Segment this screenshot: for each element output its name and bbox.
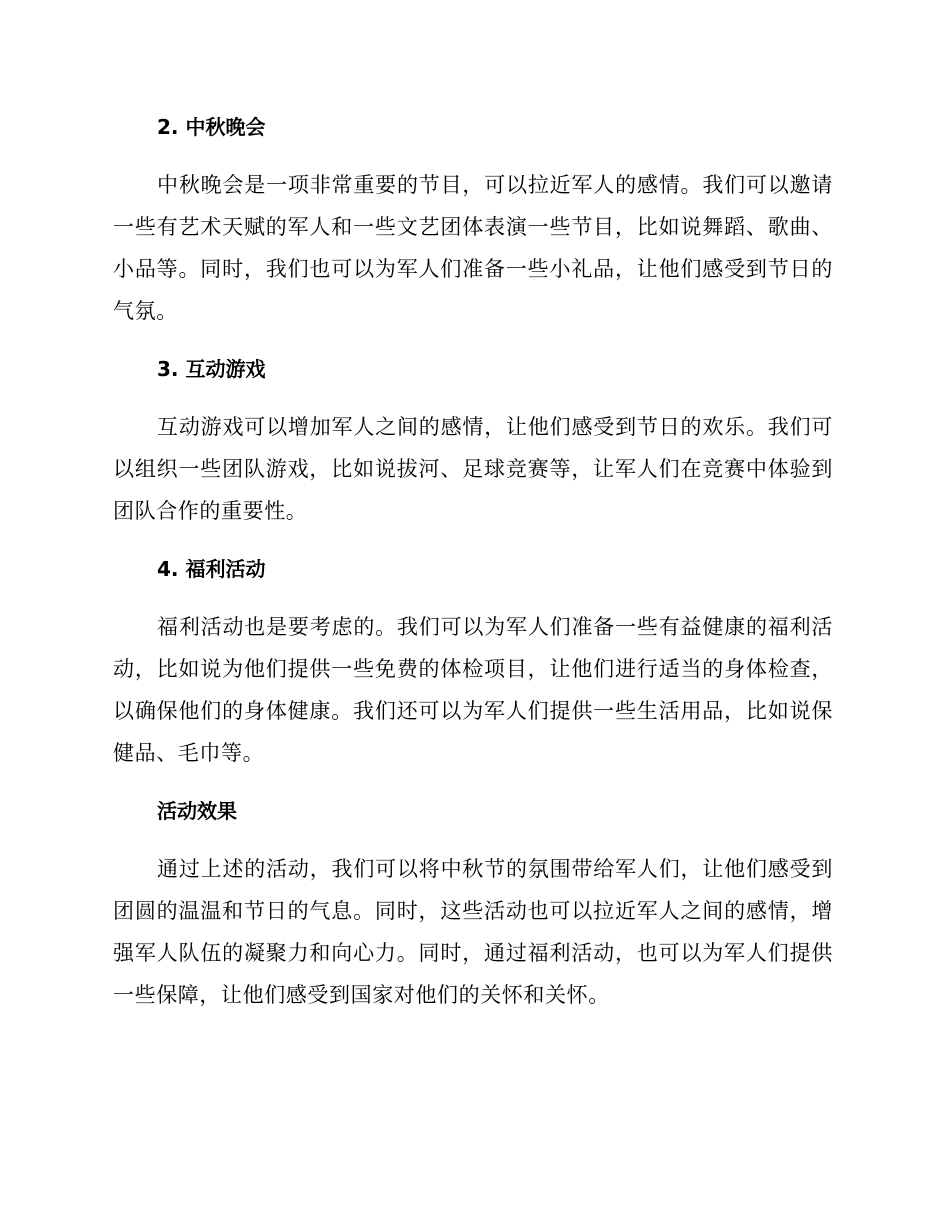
section-heading-activity-effects: 活动效果	[157, 799, 237, 823]
document-body	[113, 106, 833, 1032]
section-heading-mid-autumn-gala: 2. 中秋晚会	[157, 115, 266, 139]
section-paragraph-mid-autumn-gala: 中秋晚会是一项非常重要的节目，可以拉近军人的感情。我们可以邀请一些有艺术天赋的军人和一些文艺团体表演一些节目，比如说舞蹈、歌曲、小品等。同时，我们也可以为军人们准备一些小礼品，让他们感受到节日的气氛。	[113, 173, 833, 323]
section-heading-welfare-activities: 4. 福利活动	[157, 557, 266, 581]
section-paragraph-activity-effects: 通过上述的活动，我们可以将中秋节的氛围带给军人们，让他们感受到团圆的温温和节日的气息。同时，这些活动也可以拉近军人之间的感情，增强军人队伍的凝聚力和向心力。同时，通过福利活动，也可以为军人们提供一些保障，让他们感受到国家对他们的关怀和关怀。	[113, 857, 833, 1007]
section-paragraph-welfare-activities: 福利活动也是要考虑的。我们可以为军人们准备一些有益健康的福利活动，比如说为他们提供一些免费的体检项目，让他们进行适当的身体检查，以确保他们的身体健康。我们还可以为军人们提供一些生活用品，比如说保健品、毛巾等。	[113, 615, 833, 765]
section-heading-interactive-games: 3. 互动游戏	[157, 357, 266, 381]
section-paragraph-interactive-games: 互动游戏可以增加军人之间的感情，让他们感受到节日的欢乐。我们可以组织一些团队游戏，比如说拔河、足球竞赛等，让军人们在竞赛中体验到团队合作的重要性。	[113, 415, 833, 523]
